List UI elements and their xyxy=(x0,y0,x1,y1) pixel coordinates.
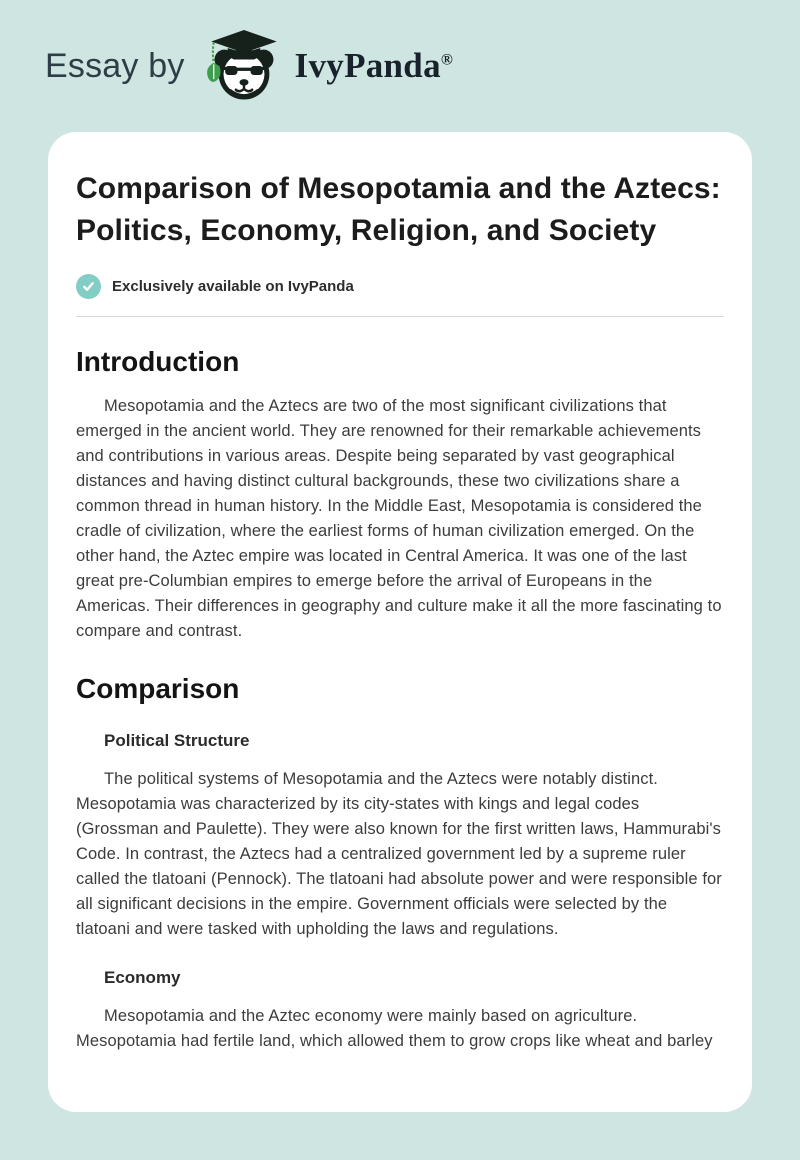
section-heading-comparison: Comparison xyxy=(76,673,240,704)
exclusive-badge-label: Exclusively available on IvyPanda xyxy=(112,278,354,295)
section-heading-introduction: Introduction xyxy=(76,346,240,377)
subheading-political-structure: Political Structure xyxy=(104,731,250,750)
panda-graduate-icon xyxy=(203,30,285,102)
ivypanda-logo xyxy=(203,30,285,102)
essay-by-label: Essay by xyxy=(45,46,185,85)
check-icon xyxy=(76,274,101,299)
brand-name xyxy=(295,46,454,86)
subheading-economy: Economy xyxy=(104,968,181,987)
exclusive-badge xyxy=(76,274,724,299)
site-header xyxy=(0,0,800,100)
essay-title: Comparison of Mesopotamia and the Aztecs: Politics, Economy, Religion, and Society xyxy=(76,172,721,247)
political-structure-paragraph: The political systems of Mesopotamia and the Aztecs were notably distinct. Mesopotamia was characterized by its city-states with kings and legal codes (Grossman and Paulette). They were also known for the first written laws, Hammurabi's Code. In contrast, the Aztecs had a centralized government led by a supreme ruler called the tlatoani (Pennock). The tlatoani had absolute power and were responsible for all significant decisions in the empire. Government officials were selected by the tlatoani and were tasked with upholding the laws and regulations. xyxy=(76,770,722,938)
brand-text: IvyPanda xyxy=(294,46,441,85)
registered-mark: ® xyxy=(440,51,454,69)
essay-card xyxy=(48,132,752,1112)
economy-paragraph: Mesopotamia and the Aztec economy were mainly based on agriculture. Mesopotamia had fertile land, which allowed them to grow crops like wheat and barley xyxy=(76,1007,713,1050)
divider xyxy=(76,316,724,317)
introduction-paragraph: Mesopotamia and the Aztecs are two of the most significant civilizations that emerged in the ancient world. They are renowned for their remarkable achievements and contributions in various areas. Despite being separated by vast geographical distances and having distinct cultural backgrounds, these two civilizations share a common thread in human history. In the Middle East, Mesopotamia is considered the cradle of civilization, where the earliest forms of human civilization emerged. On the other hand, the Aztec empire was located in Central America. It was one of the last great pre-Columbian empires to emerge before the arrival of Europeans in the Americas. Their differences in geography and culture make it all the more fascinating to compare and contrast. xyxy=(76,397,722,640)
